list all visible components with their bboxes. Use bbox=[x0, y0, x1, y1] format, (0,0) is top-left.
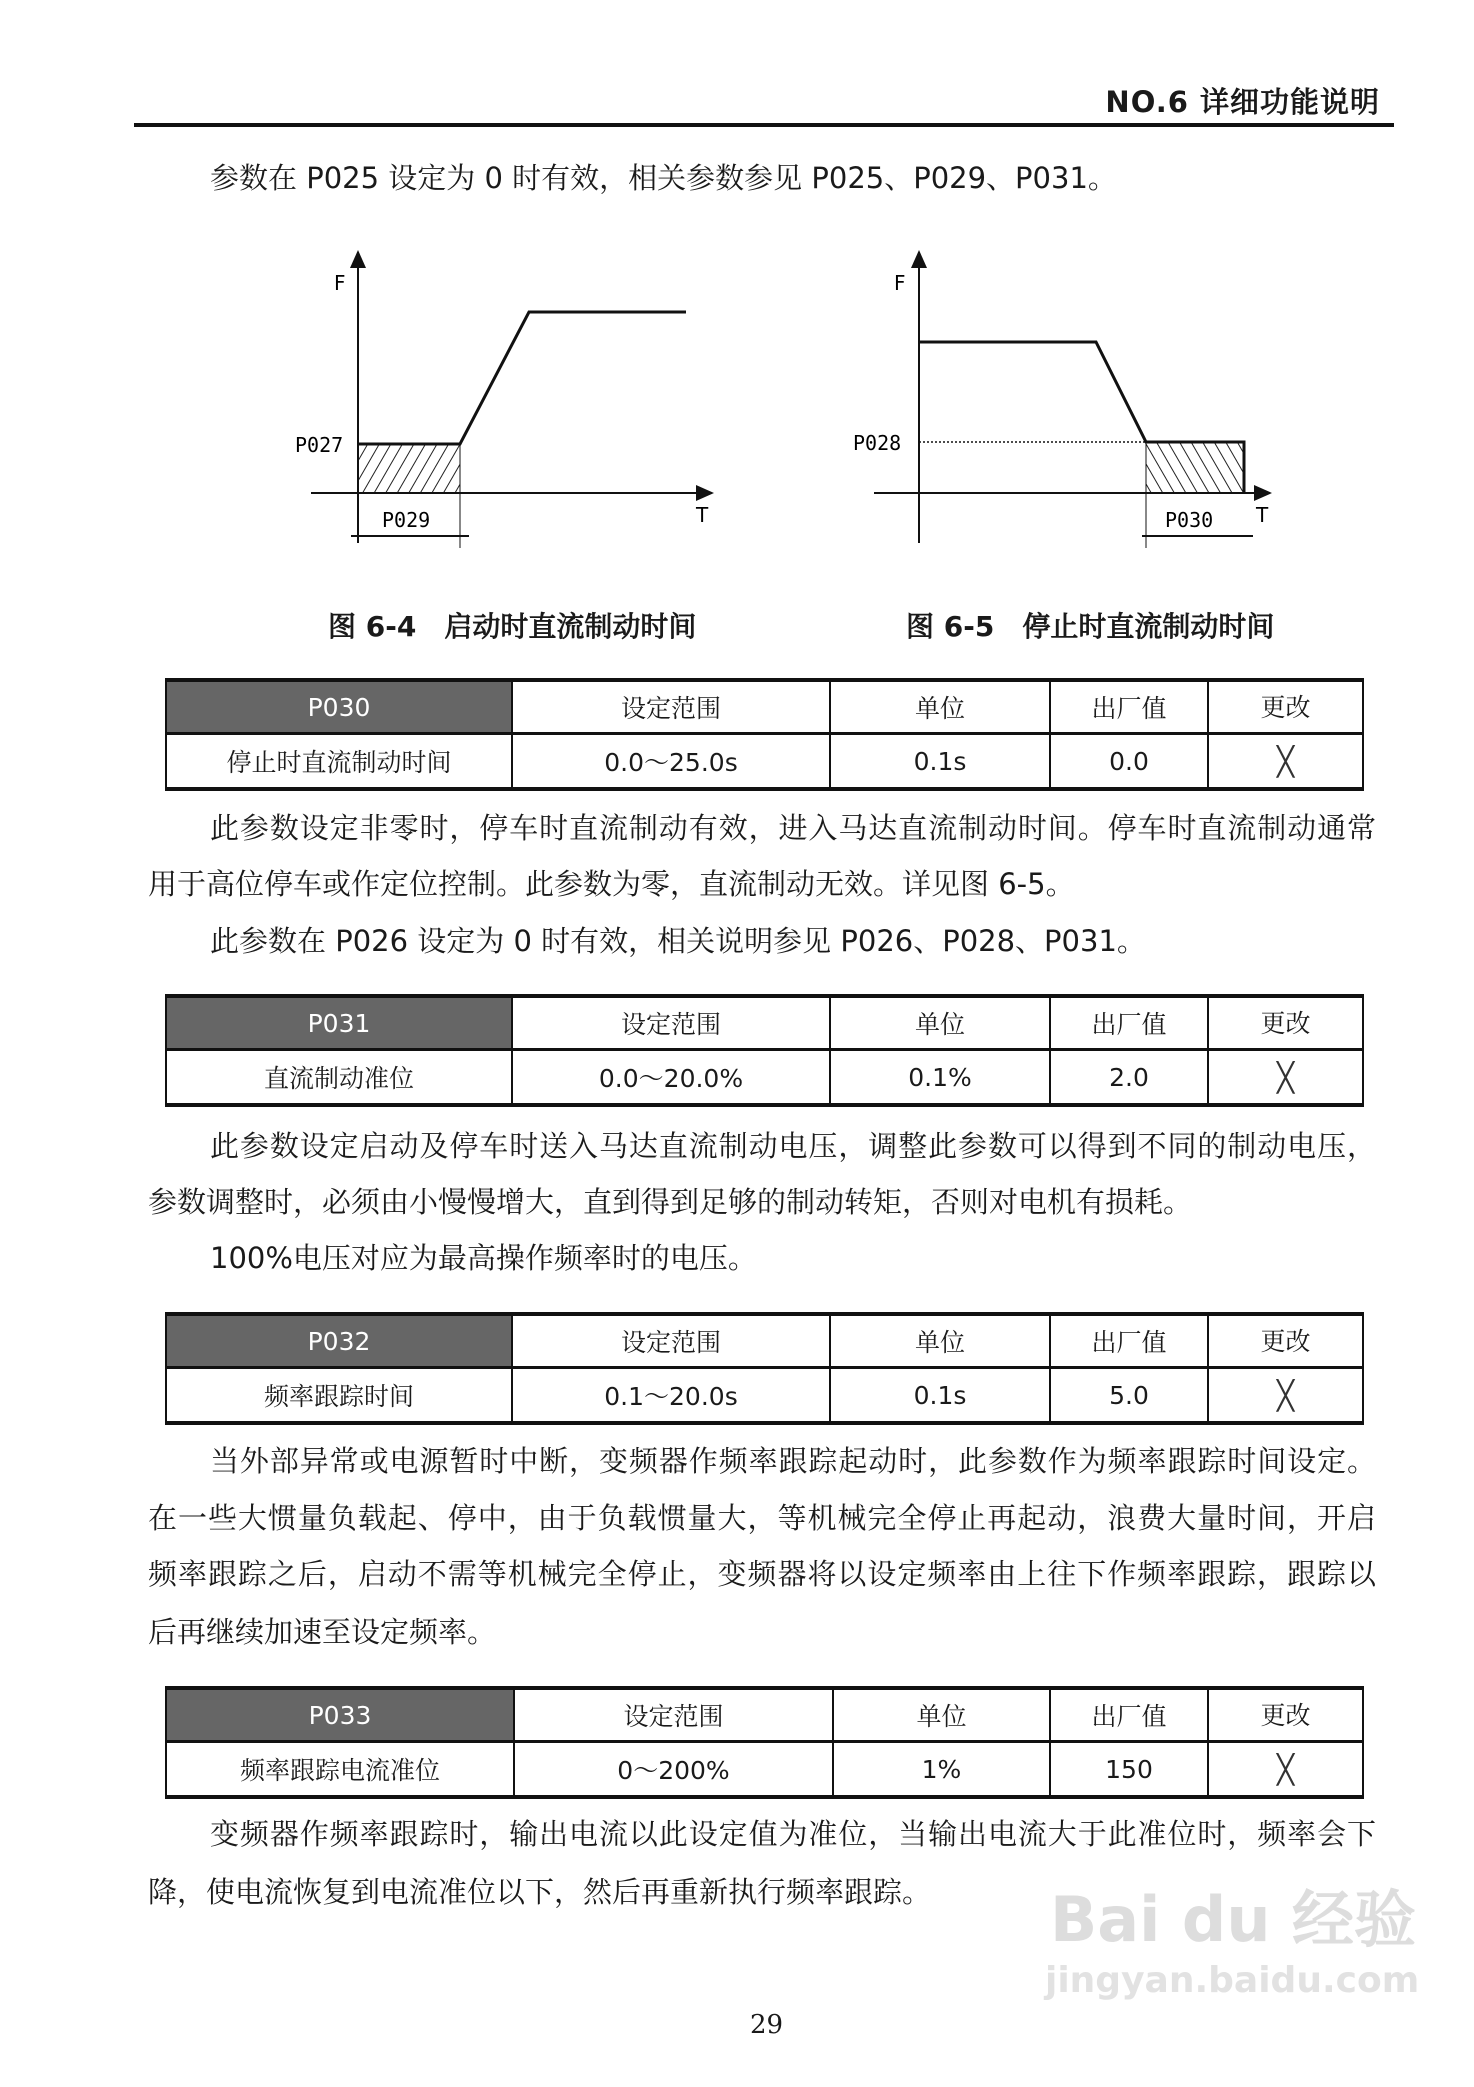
parameter-table-p033 bbox=[165, 1686, 1364, 1799]
column-header: 更改 bbox=[1209, 998, 1362, 1051]
level-label: P027 bbox=[295, 433, 344, 457]
frequency-curve bbox=[358, 312, 686, 444]
parameter-table-p031 bbox=[165, 994, 1364, 1107]
parameter-name: 停止时直流制动时间 bbox=[167, 735, 513, 787]
paragraph-line: 100%电压对应为最高操作频率时的电压。 bbox=[210, 1241, 757, 1275]
dc-brake-hatch bbox=[1146, 442, 1244, 493]
column-header: 设定范围 bbox=[513, 1316, 831, 1369]
column-header: 设定范围 bbox=[513, 998, 831, 1051]
column-header: 单位 bbox=[831, 998, 1051, 1051]
parameter-name: 直流制动准位 bbox=[167, 1051, 513, 1103]
parameter-name: 频率跟踪电流准位 bbox=[167, 1743, 515, 1795]
paragraph-line: 此参数在 P026 设定为 0 时有效，相关说明参见 P026、P028、P031。 bbox=[210, 924, 1146, 958]
parameter-code: P030 bbox=[167, 682, 513, 735]
figure-6-5 bbox=[853, 252, 1270, 548]
y-label: F bbox=[894, 271, 906, 295]
paragraph-line: 降，使电流恢复到电流准位以下，然后再重新执行频率跟踪。 bbox=[148, 1875, 932, 1909]
y-label: F bbox=[334, 271, 346, 295]
paragraph-line: 后再继续加速至设定频率。 bbox=[148, 1615, 497, 1649]
change-not-allowed-icon: ╳ bbox=[1277, 1378, 1294, 1412]
setting-range: 0.0～20.0% bbox=[513, 1051, 831, 1103]
dc-brake-hatch bbox=[358, 444, 460, 493]
paragraph-line: 参数调整时，必须由小慢慢增大，直到得到足够的制动转矩，否则对电机有损耗。 bbox=[148, 1185, 1193, 1219]
parameter-table-p032 bbox=[165, 1312, 1364, 1425]
column-header: 出厂值 bbox=[1051, 1690, 1209, 1743]
paragraph-line: 当外部异常或电源暂时中断，变频器作频率跟踪起动时，此参数作为频率跟踪时间设定。 bbox=[210, 1444, 1376, 1478]
figure-6-4 bbox=[295, 252, 712, 548]
figure-caption: 图 6-5 停止时直流制动时间 bbox=[906, 610, 1275, 643]
unit: 0.1s bbox=[831, 1369, 1051, 1421]
unit: 0.1s bbox=[831, 735, 1051, 787]
column-header: 出厂值 bbox=[1051, 998, 1209, 1051]
default-value: 150 bbox=[1051, 1743, 1209, 1795]
setting-range: 0.0～25.0s bbox=[513, 735, 831, 787]
figure-caption: 图 6-4 启动时直流制动时间 bbox=[328, 610, 697, 643]
setting-range: 0.1～20.0s bbox=[513, 1369, 831, 1421]
paragraph-line: 参数在 P025 设定为 0 时有效，相关参数参见 P025、P029、P031。 bbox=[210, 161, 1117, 195]
watermark-url: jingyan.baidu.com bbox=[1045, 1960, 1420, 2001]
page-number: 29 bbox=[750, 2010, 784, 2040]
parameter-name: 频率跟踪时间 bbox=[167, 1369, 513, 1421]
change-not-allowed-icon: ╳ bbox=[1277, 744, 1294, 778]
paragraph-line: 此参数设定启动及停车时送入马达直流制动电压，调整此参数可以得到不同的制动电压， bbox=[210, 1129, 1376, 1163]
default-value: 5.0 bbox=[1051, 1369, 1209, 1421]
column-header: 出厂值 bbox=[1051, 682, 1209, 735]
parameter-code: P031 bbox=[167, 998, 513, 1051]
column-header: 更改 bbox=[1209, 1316, 1362, 1369]
change-not-allowed-icon: ╳ bbox=[1277, 1752, 1294, 1786]
change-not-allowed-icon: ╳ bbox=[1277, 1060, 1294, 1094]
x-label: T bbox=[1256, 503, 1269, 527]
column-header: 设定范围 bbox=[515, 1690, 834, 1743]
column-header: 单位 bbox=[831, 682, 1051, 735]
unit: 0.1% bbox=[831, 1051, 1051, 1103]
parameter-code: P032 bbox=[167, 1316, 513, 1369]
column-header: 单位 bbox=[834, 1690, 1051, 1743]
default-value: 2.0 bbox=[1051, 1051, 1209, 1103]
column-header: 单位 bbox=[831, 1316, 1051, 1369]
column-header: 更改 bbox=[1209, 1690, 1362, 1743]
time-label: P029 bbox=[382, 508, 431, 532]
paragraph-line: 频率跟踪之后，启动不需等机械完全停止，变频器将以设定频率由上往下作频率跟踪，跟踪以 bbox=[148, 1557, 1376, 1591]
figures bbox=[0, 0, 1474, 700]
x-label: T bbox=[696, 503, 709, 527]
time-label: P030 bbox=[1165, 508, 1214, 532]
level-label: P028 bbox=[853, 431, 902, 455]
default-value: 0.0 bbox=[1051, 735, 1209, 787]
setting-range: 0～200% bbox=[515, 1743, 834, 1795]
paragraph-line: 在一些大惯量负载起、停中，由于负载惯量大，等机械完全停止再起动，浪费大量时间，开启 bbox=[148, 1501, 1376, 1535]
column-header: 出厂值 bbox=[1051, 1316, 1209, 1369]
paragraph-line: 此参数设定非零时，停车时直流制动有效，进入马达直流制动时间。停车时直流制动通常 bbox=[210, 811, 1376, 845]
paragraph-line: 用于高位停车或作定位控制。此参数为零，直流制动无效。详见图 6-5。 bbox=[148, 867, 1075, 901]
paragraph-line: 变频器作频率跟踪时，输出电流以此设定值为准位，当输出电流大于此准位时，频率会下 bbox=[210, 1817, 1376, 1851]
unit: 1% bbox=[834, 1743, 1051, 1795]
parameter-table-p030 bbox=[165, 678, 1364, 791]
chapter-header: NO.6 详细功能说明 bbox=[1105, 85, 1380, 119]
watermark-logo: Bai du 经验 bbox=[1050, 1883, 1417, 1956]
parameter-code: P033 bbox=[167, 1690, 515, 1743]
column-header: 更改 bbox=[1209, 682, 1362, 735]
column-header: 设定范围 bbox=[513, 682, 831, 735]
